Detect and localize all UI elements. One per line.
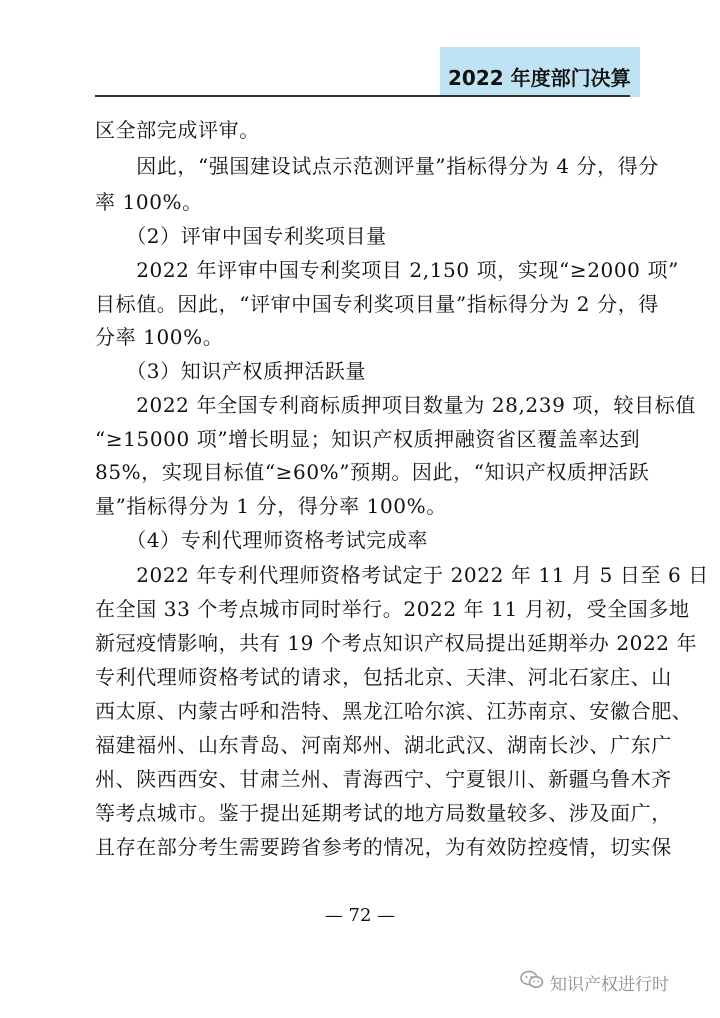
body-line: 2022 年全国专利商标质押项目数量为 28,239 项，较目标值 xyxy=(95,393,696,417)
wechat-icon xyxy=(520,970,544,995)
body-line: 西太原、内蒙古呼和浩特、黑龙江哈尔滨、江苏南京、安徽合肥、 xyxy=(95,699,693,723)
body-line: 率 100%。 xyxy=(95,190,203,214)
body-line: 85%，实现目标值“≥60%”预期。因此，“知识产权质押活跃 xyxy=(95,460,650,484)
page-number: — 72 — xyxy=(324,905,396,926)
body-line: 在全国 33 个考点城市同时举行。2022 年 11 月初，受全国多地 xyxy=(95,597,690,621)
section-heading: （4）专利代理师资格考试完成率 xyxy=(95,528,428,552)
body-line: 分率 100%。 xyxy=(95,325,224,349)
body-line: 区全部完成评审。 xyxy=(95,118,260,142)
page-header-title: 2022 年度部门决算 xyxy=(448,66,631,90)
watermark xyxy=(520,970,669,995)
watermark-text: 知识产权进行时 xyxy=(550,975,669,995)
body-line: 目标值。因此，“评审中国专利奖项目量”指标得分为 2 分，得 xyxy=(95,292,659,316)
body-line: 专利代理师资格考试的请求，包括北京、天津、河北石家庄、山 xyxy=(95,665,672,689)
body-line: 且存在部分考生需要跨省参考的情况，为有效防控疫情，切实保 xyxy=(95,835,672,859)
section-heading: （2）评审中国专利奖项目量 xyxy=(95,224,387,248)
body-line: 量”指标得分为 1 分，得分率 100%。 xyxy=(95,494,447,518)
body-line: 因此，“强国建设试点示范测评量”指标得分为 4 分，得分 xyxy=(95,154,659,178)
header-divider xyxy=(95,95,630,97)
body-line: 2022 年评审中国专利奖项目 2,150 项，实现“≥2000 项” xyxy=(95,258,679,282)
body-line: 福建福州、山东青岛、河南郑州、湖北武汉、湖南长沙、广东广 xyxy=(95,733,672,757)
body-line: “≥15000 项”增长明显；知识产权质押融资省区覆盖率达到 xyxy=(95,427,641,451)
body-line: 2022 年专利代理师资格考试定于 2022 年 11 月 5 日至 6 日 xyxy=(95,563,709,587)
body-line: 新冠疫情影响，共有 19 个考点知识产权局提出延期举办 2022 年 xyxy=(95,631,698,655)
body-line: 等考点城市。鉴于提出延期考试的地方局数量较多、涉及面广， xyxy=(95,801,672,825)
body-line: 州、陕西西安、甘肃兰州、青海西宁、宁夏银川、新疆乌鲁木齐 xyxy=(95,767,672,791)
section-heading: （3）知识产权质押活跃量 xyxy=(95,359,367,383)
